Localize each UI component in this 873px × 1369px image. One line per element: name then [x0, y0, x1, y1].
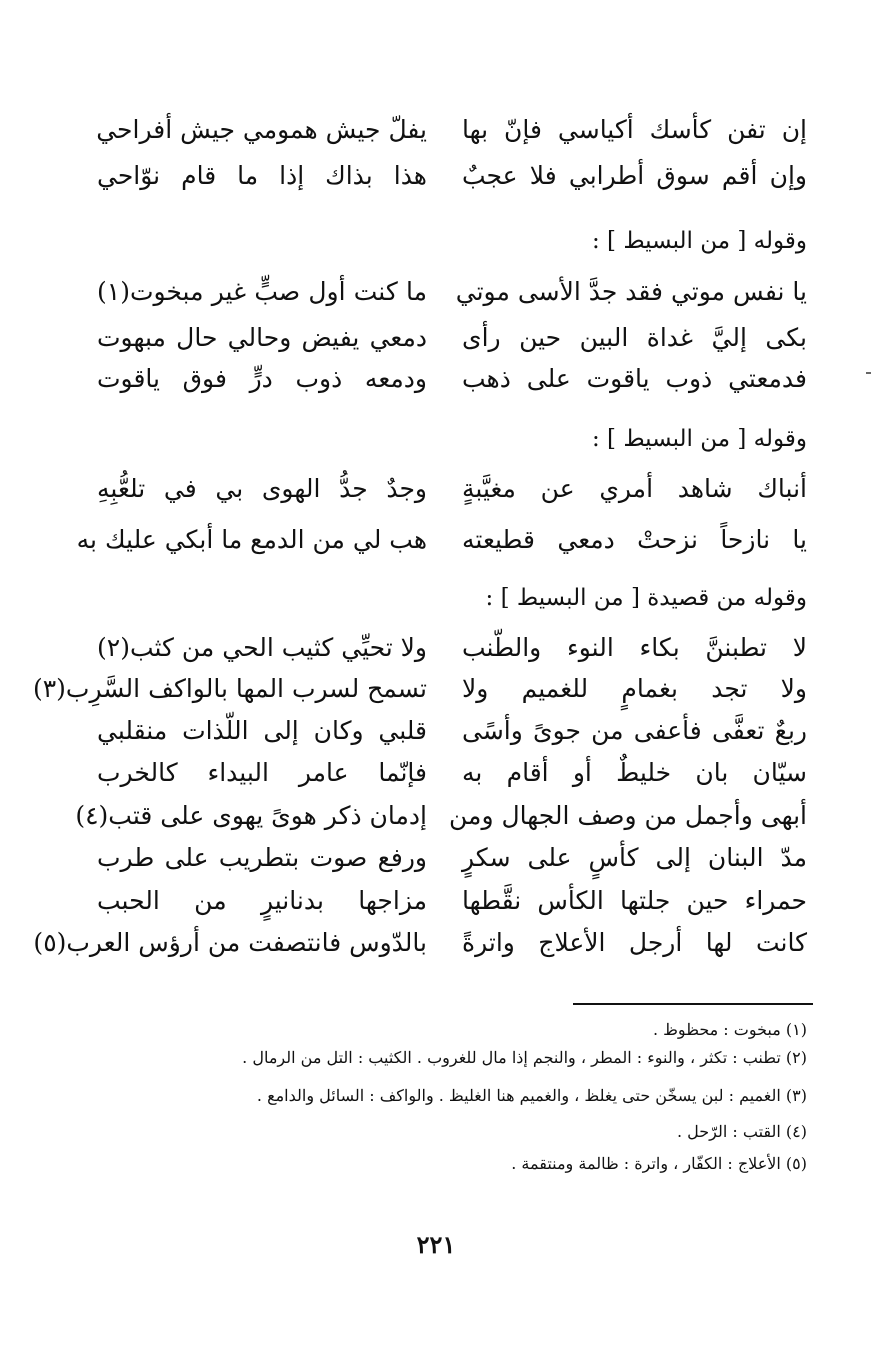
poem-intro-line — [0, 216, 873, 266]
second-hemistich: يفلّ جيش همومي جيش أفراحي — [96, 115, 427, 144]
verse-line — [0, 515, 873, 565]
verse-line — [0, 918, 873, 968]
second-hemistich: قلبي وكان إلى اللّذات منقلبي — [97, 716, 427, 745]
poem-intro: وقوله [ من البسيط ] : — [591, 228, 807, 254]
second-hemistich: بالدّوس فانتصفت من أرؤس العرب(٥) — [33, 928, 427, 957]
poem-intro-line — [0, 414, 873, 464]
footnote: (٣) الغميم : لبن يسخّن حتى يغلظ ، والغميم هنا الغليظ . والواكف : السائل والدامع . — [256, 1086, 807, 1105]
verse-line — [0, 464, 873, 514]
verse-line — [0, 151, 873, 201]
footnote: (٥) الأعلاج : الكفّار ، واترة : ظالمة ومنتقمة . — [511, 1154, 807, 1173]
footnote: (١) مبخوت : محظوظ . — [652, 1020, 807, 1039]
second-hemistich: هب لي من الدمع ما أبكي عليك به — [76, 525, 427, 554]
first-hemistich: لا تطبننَّ بكاء النوء والطّنب — [462, 633, 807, 662]
first-hemistich: يا نفس موتي فقد جدَّ الأسى موتي — [455, 277, 807, 306]
second-hemistich: مزاجها بدنانيرٍ من الحبب — [97, 886, 427, 915]
second-hemistich: هذا بذاك إذا ما قام نوّاحي — [97, 161, 427, 190]
first-hemistich: أبهى وأجمل من وصف الجهال ومن — [449, 801, 807, 830]
first-hemistich: سيّان بان خليطٌ أو أقام به — [462, 758, 807, 787]
poem-intro-line — [0, 573, 873, 623]
second-hemistich: ودمعه ذوب درٍّ فوق ياقوت — [97, 364, 427, 393]
first-hemistich: يا نازحاً نزحتْ دمعي قطيعته — [462, 525, 807, 554]
second-hemistich: وجدٌ جدُّ الهوى بي في تلعُّبِهِ — [97, 474, 427, 503]
poem-intro: وقوله من قصيدة [ من البسيط ] : — [485, 585, 807, 611]
first-hemistich: وإن أقم سوق أطرابي فلا عجبٌ — [462, 161, 807, 190]
second-hemistich: ورفع صوت بتطريب على طرب — [97, 843, 427, 872]
second-hemistich: إدمان ذكر هوىً يهوى على قتب(٤) — [75, 801, 427, 830]
second-hemistich: ولا تحيِّي كثيب الحي من كثب(٢) — [97, 633, 427, 662]
first-hemistich: أنباك شاهد أمري عن مغيَّبةٍ — [462, 474, 807, 503]
verse-line — [0, 267, 873, 317]
first-hemistich: إن تفن كأسك أكياسي فإنّ بها — [462, 115, 807, 144]
verse-line — [0, 354, 873, 404]
second-hemistich: فإنّما عامر البيداء كالخرب — [97, 758, 427, 787]
margin-mark — [866, 372, 871, 374]
first-hemistich: ولا تجد بغمامٍ للغميم ولا — [462, 674, 807, 703]
poem-intro: وقوله [ من البسيط ] : — [591, 426, 807, 452]
first-hemistich: فدمعتي ذوب ياقوت على ذهب — [462, 364, 807, 393]
second-hemistich: ما كنت أول صبٍّ غير مبخوت(١) — [97, 277, 427, 306]
verse-line — [0, 105, 873, 155]
footnote-divider — [573, 1003, 813, 1005]
first-hemistich: ربعٌ تعفَّى فأعفى من جوىً وأسًى — [462, 716, 807, 745]
first-hemistich: حمراء حين جلتها الكأس نقَّطها — [462, 886, 807, 915]
second-hemistich: دمعي يفيض وحالي حال مبهوت — [97, 323, 427, 352]
first-hemistich: كانت لها أرجل الأعلاج واترةً — [462, 928, 807, 957]
first-hemistich: بكى إليَّ غداة البين حين رأى — [462, 323, 807, 352]
second-hemistich: تسمح لسرب المها بالواكف السَّرِب(٣) — [32, 674, 427, 703]
page-number: ٢٢١ — [416, 1230, 456, 1259]
footnote: (٢) تطنب : تكثر ، والنوء : المطر ، والنجم إذا مال للغروب . الكثيب : التل من الرمال . — [242, 1048, 807, 1067]
footnote: (٤) القتب : الرّحل . — [676, 1122, 807, 1141]
first-hemistich: مدّ البنان إلى كأسٍ على سكرٍ — [462, 843, 807, 872]
